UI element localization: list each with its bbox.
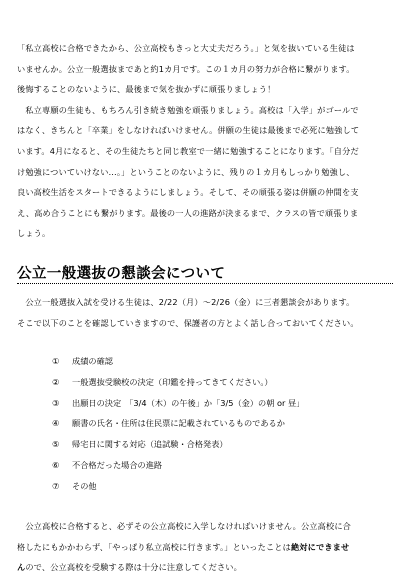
closing-line: 公立高校に合格すると、必ずその公立高校に入学しなければいけません。公立高校に合 <box>17 521 351 531</box>
section-line: そこで以下のことを確認していきますので、保護者の方とよく話し合っておいてください。 <box>17 317 359 328</box>
closing-text: 格したにもかかわらず、「やっぱり私立高校に行きます。」といったことは <box>17 541 291 552</box>
list-item <box>52 434 304 455</box>
list-number: ② <box>52 376 60 387</box>
list-item <box>52 393 304 414</box>
list-number: ⑤ <box>52 439 60 450</box>
intro-line: 私立専願の生徒も、もちろん引き続き勉強を頑張りましょう。高校は「入学」がゴールで <box>17 104 359 115</box>
section-heading: 公立一般選抜の懇談会について <box>17 266 226 282</box>
closing-paragraph <box>17 516 389 578</box>
list-text: 不合格だった場合の進路 <box>72 459 163 470</box>
intro-line: います。4月になると、その生徒たちと同じ教室で一緒に勉強することになります。「自分だ <box>17 145 359 156</box>
list-text: 出願日の決定 「3/4（木）の午後」か「3/5（金）の朝 or 昼」 <box>72 397 305 408</box>
list-item <box>52 476 304 497</box>
list-text: 成績の確認 <box>72 356 113 366</box>
list-text: 一般選抜受験校の決定（印鑑を持ってきてください。） <box>72 376 273 387</box>
intro-line: け勉強についていけない…。」ということのないように、残りの１カ月もしっかり勉強し、 <box>17 166 355 177</box>
intro-line: 「私立高校に合格できたから、公立高校もきっと大丈夫だろう。」と気を抜いている生徒は <box>17 43 355 53</box>
intro-paragraph <box>17 38 389 244</box>
list-item <box>52 413 304 434</box>
list-text: その他 <box>72 480 97 491</box>
intro-line: 良い高校生活をスタートできるようにしましょう。そして、その頑張る姿は併願の仲間を支 <box>17 187 359 198</box>
list-number: ⑥ <box>52 459 60 470</box>
list-number: ④ <box>52 418 60 429</box>
list-item <box>52 455 304 476</box>
list-number: ① <box>52 356 60 366</box>
closing-line <box>17 537 389 558</box>
list-item <box>52 351 304 372</box>
list-number: ⑦ <box>52 480 60 491</box>
closing-line <box>17 557 389 578</box>
intro-line: え、高め合うことにも繋がります。最後の一人の進路が決まるまで、クラスの皆で頑張りま <box>17 207 359 218</box>
list-number: ③ <box>52 397 60 408</box>
section-line: 公立一般選抜入試を受ける生徒は、2/22（月）～2/26（金）に三者懇談会があります。 <box>17 297 355 307</box>
closing-text: ので、公立高校を受験する際は十分に注意してください。 <box>25 562 242 573</box>
intro-line: いませんか。公立一般選抜まであと約1カ月です。この１カ月の努力が合格に繋がります。 <box>17 63 355 74</box>
list-text: 願書の氏名・住所は住民票に記載されているものであるか <box>72 418 285 429</box>
section-paragraph <box>17 292 389 333</box>
intro-line: しょう。 <box>17 228 51 239</box>
intro-line: 後悔することのないように、最後まで気を抜かずに頑張りましょう！ <box>17 84 276 95</box>
list-item <box>52 372 304 393</box>
list-text: 帰宅日に関する対応（追試験・合格発表） <box>72 439 228 450</box>
closing-emphasis: 絶対にできませ <box>290 541 350 552</box>
closing-emphasis: ん <box>17 562 26 573</box>
heading-divider <box>17 283 393 284</box>
confirmation-list <box>52 351 304 497</box>
intro-line: はなく、きちんと「卒業」をしなければいけません。併願の生徒は最後まで必死に勉強して <box>17 125 360 136</box>
